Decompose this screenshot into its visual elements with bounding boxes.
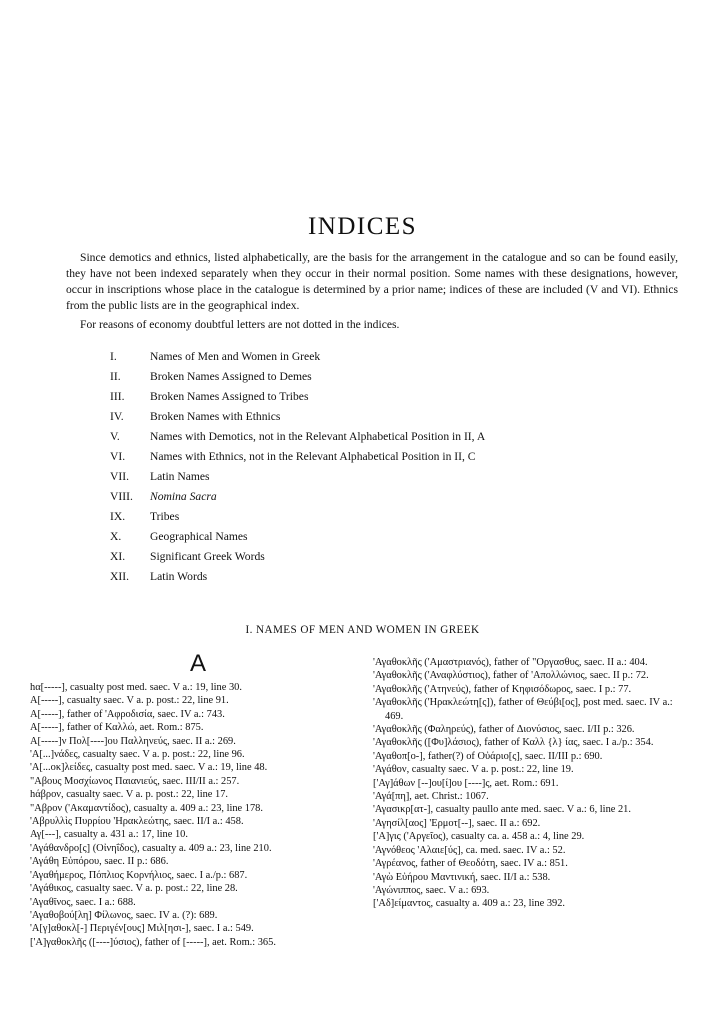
index-entry: 'Αγαθοκλῆς ('Αμαστριανός), father of "Οργασθυς, saec. II a.: 404. [373,657,648,668]
index-entry: 'Αγαθοπ[ο-], father(?) of Οὐάριο[ς], saec. II/III p.: 690. [373,750,603,762]
toc-item [110,367,630,387]
toc-number: IV. [110,410,124,423]
section-heading: I. NAMES OF MEN AND WOMEN IN GREEK [245,624,480,636]
index-entry: ['Αδ]είμαντος, casualty a. 409 a.: 23, line 392. [373,898,566,910]
toc-item [110,447,630,467]
toc-number: XI. [110,550,126,563]
toc-number: VIII. [110,490,133,503]
index-entry: 'Αγὼ Εὐήρου Μαντινική, saec. II/I a.: 538. [373,871,551,883]
toc-item [110,527,630,547]
index-entry: 'Αγά[πη], aet. Christ.: 1067. [373,791,489,803]
intro-text: Since demotics and ethnics, listed alphabetically, are the basis for the arrangement in the catalogue and so can be found easily, they have not been indexed separately when they occur in their normal position. Some names with these designations, however, occur in inscriptions whose place in the catalogue is determined by a prior name; indices of these are included (V and VI). Ethnics from the public lists are in the geographical index. [66,251,678,312]
toc-item [110,387,630,407]
toc-label: Geographical Names [150,530,248,543]
index-entry: 'Αγαθοκλῆς ('Ηρακλεώτη[ς]), father of Θεύβι[ος], post med. saec. IV a.: 469. [373,697,673,722]
index-entry: 'Αγαθοκλῆς ('Αναφλύστιος), father of 'Απολλώνιος, saec. II p.: 72. [373,670,649,682]
intro-paragraph-1 [66,250,678,314]
index-entry: A[-----], father of 'Αφροδισία, saec. IV a.: 743. [30,708,225,720]
index-entry: ['Α]γαθοκλῆς ([----]ύσιος), father of [-----], aet. Rom.: 365. [30,936,276,948]
toc-number: V. [110,430,120,443]
index-entry: 'A[...]νάδες, casualty saec. V a. p. post.: 22, line 96. [30,749,245,761]
toc-label: Tribes [150,510,180,523]
toc-label: Names with Demotics, not in the Relevant Alphabetical Position in II, A [150,430,486,443]
toc-label: Broken Names Assigned to Tribes [150,390,309,403]
intro-text: For reasons of economy doubtful letters are not dotted in the indices. [80,318,400,331]
toc-label: Latin Words [150,570,208,583]
index-entry: 'Αγαθήμερος, Πόπλιος Κορνήλιος, saec. I a./p.: 687. [30,869,248,881]
toc-item [110,407,630,427]
toc-number: III. [110,390,125,403]
page-title: INDICES [307,212,418,240]
toc-number: VII. [110,470,129,483]
toc-label: Latin Names [150,470,210,483]
index-entry: "Αβρον ('Ακαμαντίδος), casualty a. 409 a.: 23, line 178. [30,802,263,814]
intro-paragraph-2 [66,317,678,333]
index-entry: "Αβους Μοσχίωνος Παιανιεύς, saec. III/II a.: 257. [30,775,240,787]
index-entry: hάβρον, casualty saec. V a. p. post.: 22, line 17. [30,789,228,801]
index-entry: A[-----], father of Καλλώ, aet. Rom.: 875. [30,722,204,734]
toc-label: Names of Men and Women in Greek [150,350,321,363]
index-entry: 'Αγρέανος, father of Θεοδότη, saec. IV a.: 851. [373,858,568,870]
index-entry: hα[-----], casualty post med. saec. V a.: 19, line 30. [30,682,242,693]
toc-label: Broken Names Assigned to Demes [150,370,312,383]
toc-label: Names with Ethnics, not in the Relevant Alphabetical Position in II, C [150,450,476,463]
index-entry: A[-----], casualty saec. V a. p. post.: 22, line 91. [30,695,229,707]
indices-table-of-contents [110,347,630,587]
toc-number: X. [110,530,122,543]
index-entry: 'Αβρυλλὶς Πυρρίου 'Ηρακλεώτης, saec. II/I a.: 458. [30,816,244,828]
toc-number: I. [110,350,117,363]
section-letter: A [190,650,207,677]
index-column-right [373,656,691,911]
index-entry: 'Αγάθον, casualty saec. V a. p. post.: 22, line 19. [373,764,574,776]
index-entry: 'Αγαθοκλῆς ([Φυ]λάσιος), father of Καλλ {λ} ίας, saec. I a./p.: 354. [373,737,654,749]
index-entry: 'Αγαθοκλῆς (Φαληρεύς), father of Διονύσιος, saec. I/II p.: 326. [373,724,635,736]
toc-item [110,547,630,567]
index-entry: 'A[...οκ]λείδες, casualty post med. saec. V a.: 19, line 48. [30,762,268,774]
toc-item [110,427,630,447]
toc-item [110,487,630,507]
index-entry: ['Α]γις ('Αργεῖος), casualty ca. a. 458 a.: 4, line 29. [373,831,585,843]
index-entry: 'Αγάθανδρο[ς] (Οἰνηΐδος), casualty a. 409 a.: 23, line 210. [30,842,272,854]
index-entry: 'Αγησίλ[αος] 'Ερμοτ[--], saec. II a.: 692. [373,817,541,829]
toc-label: Broken Names with Ethnics [150,410,281,423]
index-entry: Αγ[---], casualty a. 431 a.: 17, line 10. [30,829,188,841]
toc-number: IX. [110,510,126,523]
toc-item [110,347,630,367]
toc-item [110,467,630,487]
index-entry: 'Αγνόθεος 'Αλαιε[ύς], ca. med. saec. IV a.: 52. [373,844,566,856]
index-entry: 'Αγάθη Εὐπόρου, saec. II p.: 686. [30,856,169,868]
index-entry: 'Αγαθοκλῆς ('Ατηνεύς), father of Κηφισόδωρος, saec. I p.: 77. [373,683,632,695]
toc-number: VI. [110,450,126,463]
index-entry: ['Αγ]άθων [--]ου[ί]ου [----]ς, aet. Rom.: 691. [373,777,559,789]
index-entry: 'Αγαθοβού[λη] Φίλωνος, saec. IV a. (?): 689. [30,909,218,921]
toc-number: II. [110,370,121,383]
index-entry: 'Α[γ]αθοκλ[-] Περιγέν[ους] Μιλ[ησι-], saec. I a.: 549. [30,923,254,935]
index-entry: 'Αγώνιππος, saec. V a.: 693. [373,884,490,896]
index-entry: 'Αγάθικος, casualty saec. V a. p. post.: 22, line 28. [30,883,238,895]
index-entry: 'Αγαθῖνος, saec. I a.: 688. [30,896,136,908]
toc-item [110,507,630,527]
toc-label: Nomina Sacra [150,490,217,503]
toc-label: Significant Greek Words [150,550,265,563]
index-entry: A[-----]ν Πολ[----]ου Παλληνεύς, saec. II a.: 269. [30,735,236,747]
index-entry: 'Αγασικρ[ατ-], casualty paullo ante med. saec. V a.: 6, line 21. [373,804,631,816]
index-column-left [30,681,348,949]
toc-number: XII. [110,570,129,583]
toc-item [110,567,630,587]
